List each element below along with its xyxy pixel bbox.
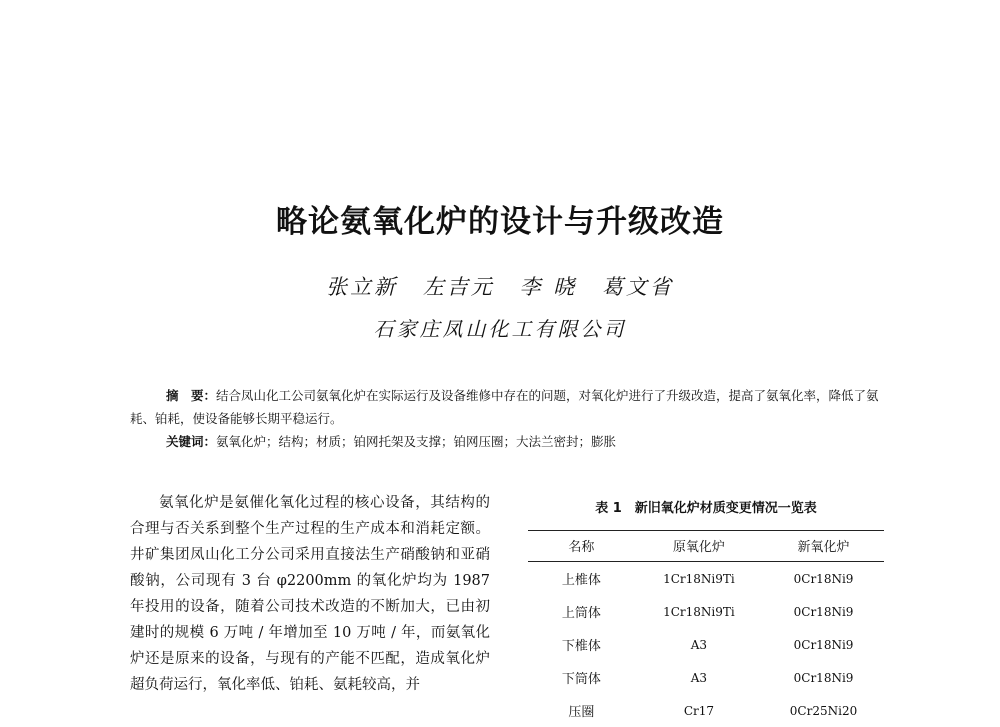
table-cell: 压圈: [568, 705, 595, 720]
table-header-cell: 原氧化炉: [635, 531, 763, 562]
body-column-left: [130, 490, 490, 698]
author: 张立新: [326, 275, 399, 299]
table-row: [528, 628, 884, 661]
author: 李 晓: [519, 275, 578, 299]
keywords-label: 关键词：: [166, 434, 217, 449]
table-cell: Cr17: [683, 703, 715, 718]
table-cell: 1Cr18Ni9Ti: [663, 604, 735, 619]
keywords-text: 氨氧化炉；结构；材质；铂网托架及支撑；铂网压圈；大法兰密封；膨胀: [216, 434, 617, 449]
table-row: [528, 595, 884, 628]
body-paragraph: 氨氧化炉是氨催化氧化过程的核心设备，其结构的合理与否关系到整个生产过程的生产成本和消耗定额。井矿集团凤山化工分公司采用直接法生产硝酸钠和亚硝酸钠，公司现有 3 台 φ2200mm 的氧化炉均为 1987 年投用的设备，随着公司技术改造的不断加大，已由初建时的规模 6 万吨 / 年增加至 10 万吨 / 年，而氨氧化炉还是原来的设备，与现有的产能不匹配，造成氧化炉超负荷运行，氧化率低、铂耗、氨耗较高，并: [130, 495, 490, 693]
table-cell: A3: [690, 637, 708, 652]
material-table: [528, 530, 884, 727]
affiliation: 石家庄凤山化工有限公司: [373, 317, 627, 341]
author: 左吉元: [422, 275, 495, 299]
keywords: [130, 430, 882, 453]
author: 葛文省: [601, 275, 674, 299]
table-cell: 下筒体: [561, 672, 601, 687]
table-cell: 0Cr18Ni9: [793, 604, 854, 619]
table-cell: 0Cr18Ni9: [793, 571, 854, 586]
table-cell: A3: [690, 670, 708, 685]
abstract: [130, 384, 882, 430]
table-header-cell: 名称: [528, 531, 635, 562]
abstract-text: 结合凤山化工公司氨氧化炉在实际运行及设备维修中存在的问题，对氧化炉进行了升级改造，提高了氨氧化率，降低了氨耗、铂耗，使设备能够长期平稳运行。: [130, 388, 879, 426]
author-list: [0, 271, 1000, 301]
abstract-block: [130, 384, 882, 453]
table-cell: 下椎体: [561, 639, 601, 654]
table-row: [528, 661, 884, 694]
table-cell: 0Cr25Ni20: [789, 703, 858, 718]
table-cell: 上筒体: [561, 606, 601, 621]
table-header-row: [528, 531, 884, 562]
table-row: [528, 562, 884, 596]
table-cell: 0Cr18Ni9: [793, 637, 854, 652]
material-table-block: [528, 497, 884, 727]
abstract-label: 摘 要：: [166, 388, 217, 403]
table-row: [528, 694, 884, 727]
table-cell: 0Cr18Ni9: [793, 670, 854, 685]
table-header-cell: 新氧化炉: [763, 531, 884, 562]
table-cell: 1Cr18Ni9Ti: [663, 571, 735, 586]
paper-title: 略论氨氧化炉的设计与升级改造: [276, 204, 724, 240]
table-caption: 表 1 新旧氧化炉材质变更情况一览表: [595, 501, 817, 516]
table-cell: 上椎体: [561, 573, 601, 588]
